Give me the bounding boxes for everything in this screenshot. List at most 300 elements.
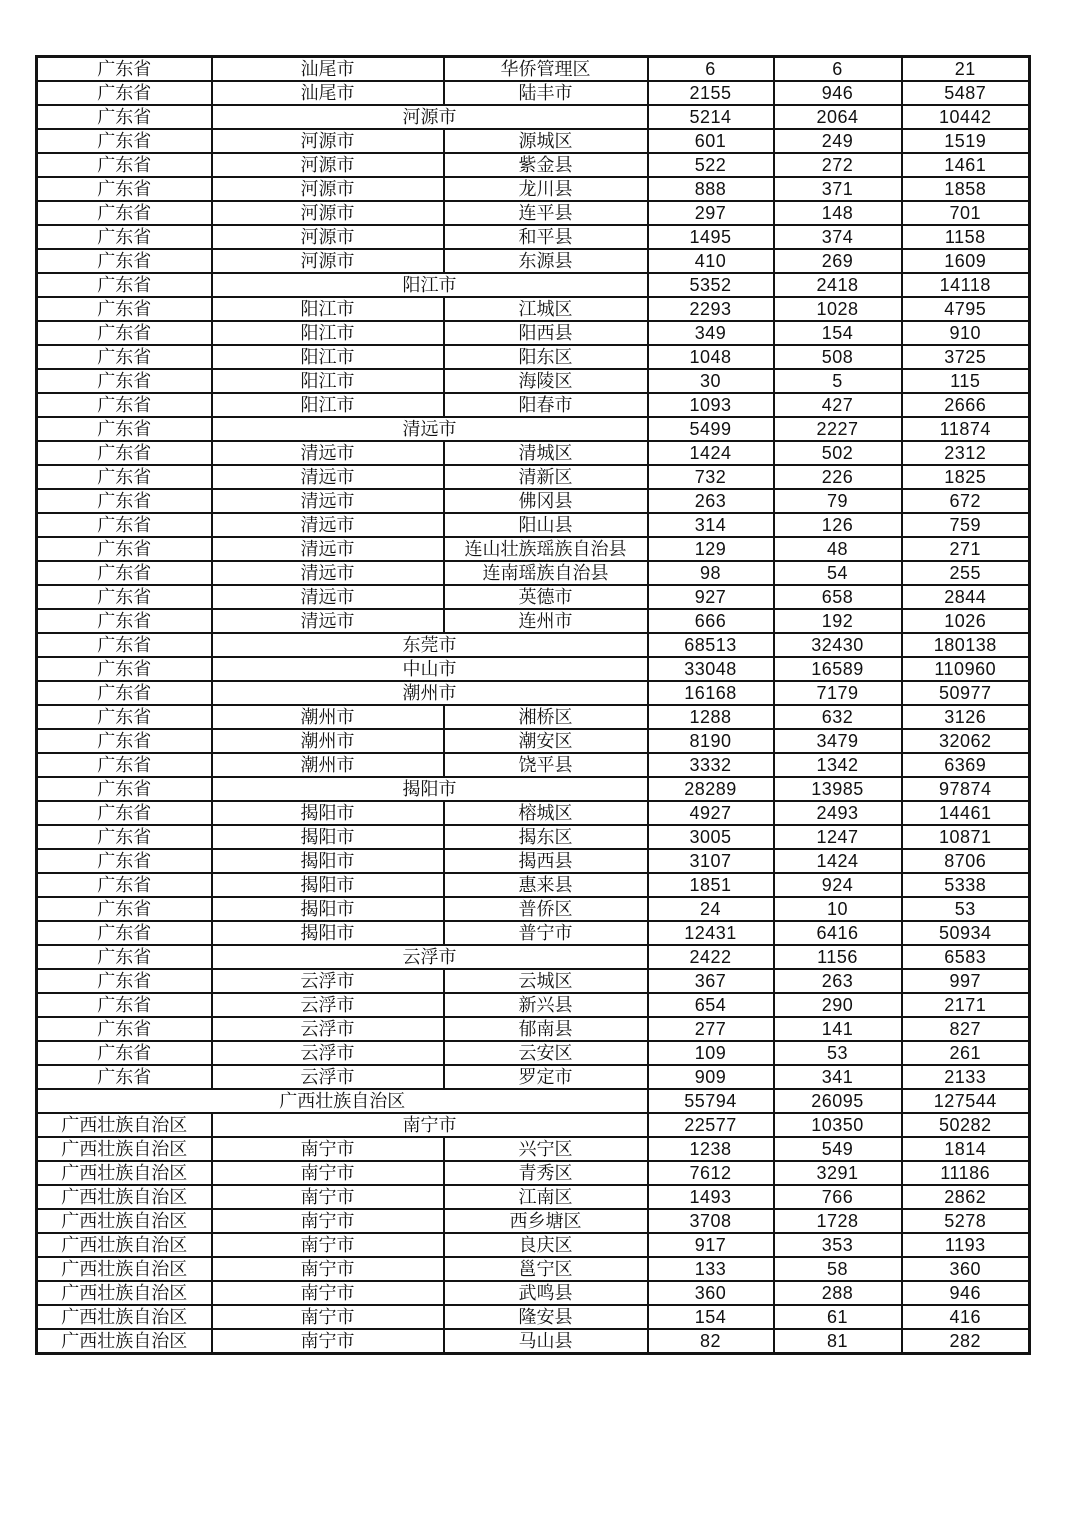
- value-cell: 154: [648, 1305, 774, 1329]
- city-cell: 南宁市: [212, 1233, 444, 1257]
- value-cell: 3332: [648, 753, 774, 777]
- table-row: [37, 297, 1030, 321]
- province-cell: 广东省: [37, 441, 212, 465]
- value-cell: 909: [648, 1065, 774, 1089]
- value-cell: 4927: [648, 801, 774, 825]
- province-cell: 广东省: [37, 897, 212, 921]
- district-cell: 英德市: [444, 585, 648, 609]
- value-cell: 1247: [774, 825, 902, 849]
- value-cell: 263: [774, 969, 902, 993]
- city-cell: 揭阳市: [212, 921, 444, 945]
- district-cell: 源城区: [444, 129, 648, 153]
- city-summary-cell: 云浮市: [212, 945, 648, 969]
- value-cell: 410: [648, 249, 774, 273]
- value-cell: 8706: [902, 849, 1030, 873]
- value-cell: 2312: [902, 441, 1030, 465]
- value-cell: 732: [648, 465, 774, 489]
- value-cell: 110960: [902, 657, 1030, 681]
- city-cell: 南宁市: [212, 1305, 444, 1329]
- city-cell: 南宁市: [212, 1257, 444, 1281]
- table-row: [37, 1209, 1030, 1233]
- value-cell: 927: [648, 585, 774, 609]
- city-cell: 清远市: [212, 585, 444, 609]
- province-cell: 广东省: [37, 177, 212, 201]
- value-cell: 2844: [902, 585, 1030, 609]
- province-cell: 广西壮族自治区: [37, 1281, 212, 1305]
- city-cell: 清远市: [212, 537, 444, 561]
- value-cell: 2227: [774, 417, 902, 441]
- table-row: [37, 249, 1030, 273]
- province-cell: 广东省: [37, 825, 212, 849]
- city-cell: 河源市: [212, 249, 444, 273]
- table-row: [37, 345, 1030, 369]
- district-cell: 良庆区: [444, 1233, 648, 1257]
- city-cell: 河源市: [212, 201, 444, 225]
- table-row: [37, 921, 1030, 945]
- province-cell: 广东省: [37, 489, 212, 513]
- province-cell: 广东省: [37, 969, 212, 993]
- value-cell: 30: [648, 369, 774, 393]
- city-cell: 南宁市: [212, 1281, 444, 1305]
- value-cell: 11186: [902, 1161, 1030, 1185]
- value-cell: 16589: [774, 657, 902, 681]
- table-row: [37, 513, 1030, 537]
- district-cell: 饶平县: [444, 753, 648, 777]
- value-cell: 701: [902, 201, 1030, 225]
- table-row: [37, 609, 1030, 633]
- value-cell: 1238: [648, 1137, 774, 1161]
- table-row: [37, 1017, 1030, 1041]
- province-cell: 广东省: [37, 321, 212, 345]
- province-cell: 广东省: [37, 105, 212, 129]
- value-cell: 353: [774, 1233, 902, 1257]
- district-cell: 罗定市: [444, 1065, 648, 1089]
- district-cell: 阳山县: [444, 513, 648, 537]
- value-cell: 141: [774, 1017, 902, 1041]
- district-cell: 邕宁区: [444, 1257, 648, 1281]
- district-cell: 兴宁区: [444, 1137, 648, 1161]
- value-cell: 6369: [902, 753, 1030, 777]
- table-row: [37, 129, 1030, 153]
- value-cell: 53: [902, 897, 1030, 921]
- value-cell: 271: [902, 537, 1030, 561]
- table-row: [37, 801, 1030, 825]
- value-cell: 14461: [902, 801, 1030, 825]
- city-summary-cell: 中山市: [212, 657, 648, 681]
- district-cell: 隆安县: [444, 1305, 648, 1329]
- district-cell: 海陵区: [444, 369, 648, 393]
- district-cell: 新兴县: [444, 993, 648, 1017]
- province-cell: 广西壮族自治区: [37, 1329, 212, 1354]
- city-summary-cell: 清远市: [212, 417, 648, 441]
- province-cell: 广东省: [37, 417, 212, 441]
- value-cell: 261: [902, 1041, 1030, 1065]
- table-row: [37, 657, 1030, 681]
- value-cell: 910: [902, 321, 1030, 345]
- value-cell: 1028: [774, 297, 902, 321]
- value-cell: 2155: [648, 81, 774, 105]
- value-cell: 97874: [902, 777, 1030, 801]
- province-cell: 广东省: [37, 345, 212, 369]
- value-cell: 126: [774, 513, 902, 537]
- province-cell: 广东省: [37, 57, 212, 82]
- province-cell: 广东省: [37, 1065, 212, 1089]
- value-cell: 658: [774, 585, 902, 609]
- province-cell: 广东省: [37, 729, 212, 753]
- province-cell: 广东省: [37, 873, 212, 897]
- value-cell: 297: [648, 201, 774, 225]
- table-row: [37, 81, 1030, 105]
- district-cell: 紫金县: [444, 153, 648, 177]
- value-cell: 1825: [902, 465, 1030, 489]
- table-row: [37, 729, 1030, 753]
- value-cell: 1026: [902, 609, 1030, 633]
- value-cell: 5: [774, 369, 902, 393]
- value-cell: 192: [774, 609, 902, 633]
- value-cell: 26095: [774, 1089, 902, 1113]
- value-cell: 1342: [774, 753, 902, 777]
- city-summary-cell: 东莞市: [212, 633, 648, 657]
- table-row: [37, 897, 1030, 921]
- value-cell: 5338: [902, 873, 1030, 897]
- value-cell: 3107: [648, 849, 774, 873]
- table-row: [37, 1065, 1030, 1089]
- value-cell: 115: [902, 369, 1030, 393]
- value-cell: 3291: [774, 1161, 902, 1185]
- value-cell: 282: [902, 1329, 1030, 1354]
- value-cell: 148: [774, 201, 902, 225]
- table-row: [37, 57, 1030, 82]
- value-cell: 61: [774, 1305, 902, 1329]
- table-row: [37, 105, 1030, 129]
- value-cell: 427: [774, 393, 902, 417]
- city-cell: 南宁市: [212, 1185, 444, 1209]
- value-cell: 5278: [902, 1209, 1030, 1233]
- district-cell: 连州市: [444, 609, 648, 633]
- province-cell: 广西壮族自治区: [37, 1137, 212, 1161]
- table-row: [37, 417, 1030, 441]
- value-cell: 924: [774, 873, 902, 897]
- province-cell: 广东省: [37, 513, 212, 537]
- table-row: [37, 153, 1030, 177]
- city-cell: 阳江市: [212, 369, 444, 393]
- district-cell: 青秀区: [444, 1161, 648, 1185]
- value-cell: 7612: [648, 1161, 774, 1185]
- province-cell: 广东省: [37, 657, 212, 681]
- province-cell: 广东省: [37, 369, 212, 393]
- city-cell: 清远市: [212, 489, 444, 513]
- value-cell: 54: [774, 561, 902, 585]
- city-cell: 清远市: [212, 441, 444, 465]
- province-cell: 广西壮族自治区: [37, 1305, 212, 1329]
- value-cell: 3708: [648, 1209, 774, 1233]
- value-cell: 255: [902, 561, 1030, 585]
- value-cell: 127544: [902, 1089, 1030, 1113]
- table-row: [37, 321, 1030, 345]
- value-cell: 2418: [774, 273, 902, 297]
- city-cell: 云浮市: [212, 969, 444, 993]
- value-cell: 48: [774, 537, 902, 561]
- city-cell: 云浮市: [212, 1017, 444, 1041]
- value-cell: 2493: [774, 801, 902, 825]
- city-cell: 揭阳市: [212, 825, 444, 849]
- district-cell: 连山壮族瑶族自治县: [444, 537, 648, 561]
- value-cell: 5214: [648, 105, 774, 129]
- value-cell: 2064: [774, 105, 902, 129]
- district-cell: 阳东区: [444, 345, 648, 369]
- province-cell: 广东省: [37, 945, 212, 969]
- value-cell: 1424: [648, 441, 774, 465]
- district-cell: 西乡塘区: [444, 1209, 648, 1233]
- city-cell: 阳江市: [212, 393, 444, 417]
- province-cell: 广西壮族自治区: [37, 1233, 212, 1257]
- table-row: [37, 681, 1030, 705]
- province-cell: 广东省: [37, 225, 212, 249]
- value-cell: 10442: [902, 105, 1030, 129]
- value-cell: 6: [648, 57, 774, 82]
- value-cell: 68513: [648, 633, 774, 657]
- table-row: [37, 1329, 1030, 1354]
- value-cell: 508: [774, 345, 902, 369]
- province-cell: 广东省: [37, 537, 212, 561]
- table-row: [37, 585, 1030, 609]
- value-cell: 522: [648, 153, 774, 177]
- city-cell: 清远市: [212, 609, 444, 633]
- table-row: [37, 1281, 1030, 1305]
- table-row: [37, 1137, 1030, 1161]
- value-cell: 16168: [648, 681, 774, 705]
- table-row: [37, 1041, 1030, 1065]
- city-summary-cell: 潮州市: [212, 681, 648, 705]
- table-body: [37, 57, 1030, 1354]
- city-cell: 揭阳市: [212, 849, 444, 873]
- district-cell: 惠来县: [444, 873, 648, 897]
- value-cell: 1728: [774, 1209, 902, 1233]
- city-cell: 河源市: [212, 225, 444, 249]
- city-cell: 南宁市: [212, 1137, 444, 1161]
- value-cell: 4795: [902, 297, 1030, 321]
- value-cell: 1519: [902, 129, 1030, 153]
- value-cell: 416: [902, 1305, 1030, 1329]
- city-cell: 清远市: [212, 513, 444, 537]
- table-row: [37, 633, 1030, 657]
- value-cell: 32430: [774, 633, 902, 657]
- value-cell: 277: [648, 1017, 774, 1041]
- district-cell: 马山县: [444, 1329, 648, 1354]
- value-cell: 997: [902, 969, 1030, 993]
- value-cell: 2171: [902, 993, 1030, 1017]
- value-cell: 53: [774, 1041, 902, 1065]
- value-cell: 6: [774, 57, 902, 82]
- value-cell: 1288: [648, 705, 774, 729]
- district-cell: 云城区: [444, 969, 648, 993]
- value-cell: 502: [774, 441, 902, 465]
- value-cell: 263: [648, 489, 774, 513]
- value-cell: 50282: [902, 1113, 1030, 1137]
- district-cell: 普侨区: [444, 897, 648, 921]
- table-row: [37, 1185, 1030, 1209]
- city-cell: 揭阳市: [212, 873, 444, 897]
- value-cell: 1461: [902, 153, 1030, 177]
- province-cell: 广东省: [37, 753, 212, 777]
- value-cell: 3725: [902, 345, 1030, 369]
- city-cell: 阳江市: [212, 345, 444, 369]
- province-cell: 广东省: [37, 633, 212, 657]
- table-row: [37, 1233, 1030, 1257]
- value-cell: 946: [774, 81, 902, 105]
- value-cell: 2133: [902, 1065, 1030, 1089]
- value-cell: 1048: [648, 345, 774, 369]
- value-cell: 314: [648, 513, 774, 537]
- district-cell: 连平县: [444, 201, 648, 225]
- city-cell: 揭阳市: [212, 801, 444, 825]
- table-row: [37, 273, 1030, 297]
- province-cell: 广东省: [37, 561, 212, 585]
- province-cell: 广东省: [37, 705, 212, 729]
- district-cell: 佛冈县: [444, 489, 648, 513]
- value-cell: 269: [774, 249, 902, 273]
- value-cell: 888: [648, 177, 774, 201]
- district-cell: 揭西县: [444, 849, 648, 873]
- district-cell: 揭东区: [444, 825, 648, 849]
- value-cell: 6416: [774, 921, 902, 945]
- table-row: [37, 393, 1030, 417]
- value-cell: 367: [648, 969, 774, 993]
- value-cell: 1093: [648, 393, 774, 417]
- city-summary-cell: 阳江市: [212, 273, 648, 297]
- table-row: [37, 825, 1030, 849]
- city-summary-cell: 揭阳市: [212, 777, 648, 801]
- province-summary-cell: 广西壮族自治区: [37, 1089, 648, 1113]
- value-cell: 288: [774, 1281, 902, 1305]
- value-cell: 1495: [648, 225, 774, 249]
- region-statistics-table: [35, 55, 1031, 1355]
- value-cell: 946: [902, 1281, 1030, 1305]
- value-cell: 82: [648, 1329, 774, 1354]
- value-cell: 1851: [648, 873, 774, 897]
- district-cell: 阳春市: [444, 393, 648, 417]
- province-cell: 广东省: [37, 297, 212, 321]
- province-cell: 广东省: [37, 681, 212, 705]
- district-cell: 潮安区: [444, 729, 648, 753]
- province-cell: 广西壮族自治区: [37, 1185, 212, 1209]
- value-cell: 917: [648, 1233, 774, 1257]
- value-cell: 601: [648, 129, 774, 153]
- value-cell: 8190: [648, 729, 774, 753]
- district-cell: 龙川县: [444, 177, 648, 201]
- province-cell: 广东省: [37, 393, 212, 417]
- table-row: [37, 1113, 1030, 1137]
- value-cell: 1424: [774, 849, 902, 873]
- province-cell: 广东省: [37, 129, 212, 153]
- province-cell: 广东省: [37, 249, 212, 273]
- city-cell: 云浮市: [212, 1065, 444, 1089]
- value-cell: 133: [648, 1257, 774, 1281]
- province-cell: 广东省: [37, 801, 212, 825]
- value-cell: 5352: [648, 273, 774, 297]
- value-cell: 360: [648, 1281, 774, 1305]
- value-cell: 2862: [902, 1185, 1030, 1209]
- value-cell: 33048: [648, 657, 774, 681]
- city-cell: 阳江市: [212, 297, 444, 321]
- value-cell: 341: [774, 1065, 902, 1089]
- value-cell: 1609: [902, 249, 1030, 273]
- value-cell: 79: [774, 489, 902, 513]
- value-cell: 3005: [648, 825, 774, 849]
- table-row: [37, 1257, 1030, 1281]
- table-row: [37, 969, 1030, 993]
- table-row: [37, 753, 1030, 777]
- value-cell: 3479: [774, 729, 902, 753]
- district-cell: 东源县: [444, 249, 648, 273]
- table-row: [37, 537, 1030, 561]
- value-cell: 21: [902, 57, 1030, 82]
- value-cell: 3126: [902, 705, 1030, 729]
- value-cell: 11874: [902, 417, 1030, 441]
- value-cell: 81: [774, 1329, 902, 1354]
- value-cell: 98: [648, 561, 774, 585]
- province-cell: 广东省: [37, 777, 212, 801]
- province-cell: 广东省: [37, 1041, 212, 1065]
- district-cell: 阳西县: [444, 321, 648, 345]
- city-cell: 云浮市: [212, 1041, 444, 1065]
- district-cell: 云安区: [444, 1041, 648, 1065]
- value-cell: 1193: [902, 1233, 1030, 1257]
- table-row: [37, 369, 1030, 393]
- city-cell: 南宁市: [212, 1161, 444, 1185]
- value-cell: 6583: [902, 945, 1030, 969]
- value-cell: 10871: [902, 825, 1030, 849]
- value-cell: 672: [902, 489, 1030, 513]
- value-cell: 7179: [774, 681, 902, 705]
- table-row: [37, 945, 1030, 969]
- value-cell: 226: [774, 465, 902, 489]
- province-cell: 广东省: [37, 993, 212, 1017]
- city-cell: 云浮市: [212, 993, 444, 1017]
- district-cell: 清新区: [444, 465, 648, 489]
- value-cell: 2422: [648, 945, 774, 969]
- value-cell: 360: [902, 1257, 1030, 1281]
- table-row: [37, 1089, 1030, 1113]
- province-cell: 广东省: [37, 465, 212, 489]
- value-cell: 5499: [648, 417, 774, 441]
- city-summary-cell: 河源市: [212, 105, 648, 129]
- province-cell: 广东省: [37, 273, 212, 297]
- city-cell: 南宁市: [212, 1329, 444, 1354]
- value-cell: 374: [774, 225, 902, 249]
- province-cell: 广东省: [37, 1017, 212, 1041]
- table-row: [37, 705, 1030, 729]
- value-cell: 12431: [648, 921, 774, 945]
- value-cell: 10350: [774, 1113, 902, 1137]
- value-cell: 371: [774, 177, 902, 201]
- value-cell: 654: [648, 993, 774, 1017]
- city-cell: 揭阳市: [212, 897, 444, 921]
- district-cell: 江南区: [444, 1185, 648, 1209]
- province-cell: 广东省: [37, 81, 212, 105]
- city-cell: 河源市: [212, 153, 444, 177]
- value-cell: 58: [774, 1257, 902, 1281]
- district-cell: 普宁市: [444, 921, 648, 945]
- province-cell: 广东省: [37, 585, 212, 609]
- table-row: [37, 561, 1030, 585]
- value-cell: 290: [774, 993, 902, 1017]
- province-cell: 广西壮族自治区: [37, 1113, 212, 1137]
- value-cell: 1493: [648, 1185, 774, 1209]
- table-row: [37, 441, 1030, 465]
- table-row: [37, 465, 1030, 489]
- district-cell: 清城区: [444, 441, 648, 465]
